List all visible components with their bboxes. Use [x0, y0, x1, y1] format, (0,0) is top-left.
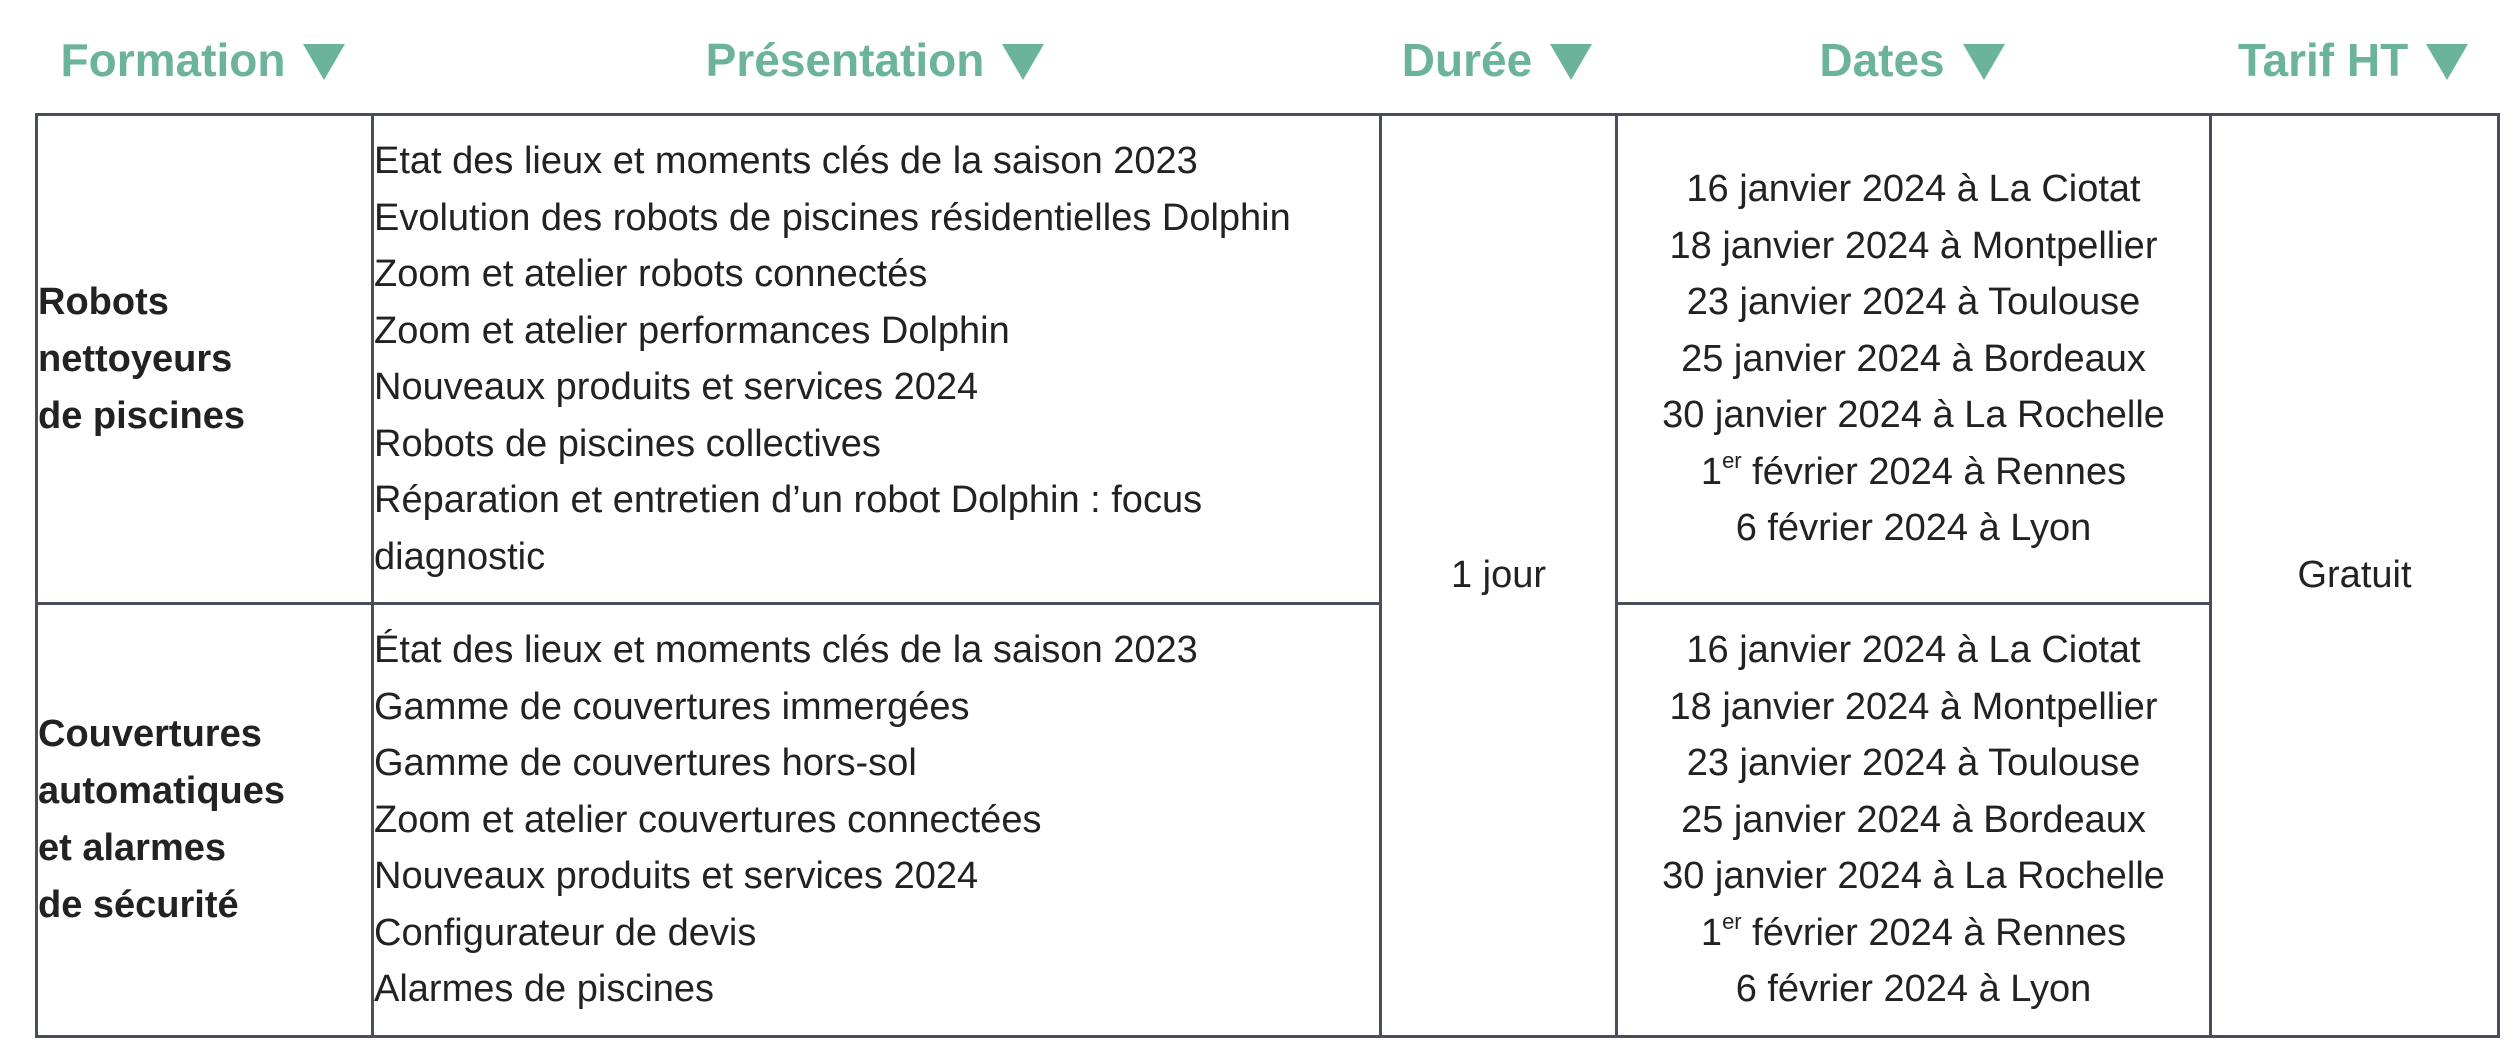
tarif-cell — [2211, 115, 2499, 1037]
training-table — [35, 113, 2500, 1038]
presentation-item: Zoom et atelier performances Dolphin — [374, 309, 1010, 352]
formation-line: nettoyeurs — [38, 337, 233, 380]
presentation-item: Nouveaux produits et services 2024 — [374, 855, 979, 898]
table-row — [37, 604, 2499, 1037]
date-ordinal: er — [1722, 908, 1742, 934]
header-duree[interactable] — [1379, 18, 1615, 102]
presentation-item: Alarmes de piscines — [374, 968, 715, 1011]
header-presentation[interactable] — [371, 18, 1379, 102]
date-day: 1 — [1700, 911, 1723, 954]
header-formation-label: Formation — [60, 34, 286, 86]
presentation-item: État des lieux et moments clés de la saison 2023 — [374, 629, 1198, 672]
presentation-item: Gamme de couvertures immergées — [374, 685, 970, 728]
date-item: 6 février 2024 à Lyon — [1735, 968, 2092, 1011]
header-duree-label: Durée — [1401, 34, 1533, 86]
triangle-down-icon — [303, 44, 345, 80]
formation-line: et alarmes — [38, 827, 227, 869]
date-item: 30 janvier 2024 à La Rochelle — [1662, 394, 2165, 437]
formation-line: Couvertures — [38, 713, 262, 755]
table-row — [37, 115, 2499, 604]
presentation-item: Gamme de couvertures hors-sol — [374, 742, 917, 785]
column-headers — [0, 18, 2520, 102]
date-item: 25 janvier 2024 à Bordeaux — [1681, 798, 2146, 841]
dates-cell — [1617, 604, 2211, 1037]
date-day: 1 — [1700, 450, 1723, 493]
date-rest: février 2024 à Rennes — [1741, 911, 2127, 954]
presentation-item: Configurateur de devis — [374, 911, 757, 954]
date-item: 30 janvier 2024 à La Rochelle — [1662, 855, 2165, 898]
header-formation[interactable] — [35, 18, 371, 102]
presentation-item: Réparation et entretien d’un robot Dolphin : focus — [374, 479, 1203, 521]
triangle-down-icon — [2426, 44, 2468, 80]
formation-cell — [37, 115, 373, 604]
header-tarif-label: Tarif HT — [2237, 34, 2409, 86]
presentation-item: Nouveaux produits et services 2024 — [374, 366, 979, 408]
date-item: 23 janvier 2024 à Toulouse — [1686, 742, 2141, 785]
presentation-item: Zoom et atelier couvertures connectées — [374, 798, 1042, 841]
tarif-value: Gratuit — [2297, 554, 2412, 596]
presentation-item: Zoom et atelier robots connectés — [374, 253, 928, 295]
presentation-cell — [373, 115, 1381, 604]
date-item: 18 janvier 2024 à Montpellier — [1669, 224, 2158, 267]
date-item: 18 janvier 2024 à Montpellier — [1669, 685, 2158, 728]
date-item — [1618, 444, 2209, 501]
presentation-item: Robots de piscines collectives — [374, 422, 881, 465]
formation-cell — [37, 604, 373, 1037]
date-ordinal: er — [1722, 447, 1742, 473]
presentation-item: diagnostic — [374, 535, 546, 578]
triangle-down-icon — [1002, 44, 1044, 80]
header-dates[interactable] — [1615, 18, 2209, 102]
presentation-item: Evolution des robots de piscines résidentielles Dolphin — [374, 196, 1291, 239]
date-item: 23 janvier 2024 à Toulouse — [1686, 281, 2141, 324]
header-tarif[interactable] — [2209, 18, 2497, 102]
duree-value: 1 jour — [1450, 554, 1547, 596]
date-item — [1618, 905, 2209, 962]
triangle-down-icon — [1963, 44, 2005, 80]
formation-line: Robots — [38, 280, 169, 323]
formation-line: de piscines — [38, 394, 245, 437]
date-item: 25 janvier 2024 à Bordeaux — [1681, 337, 2146, 380]
date-rest: février 2024 à Rennes — [1741, 450, 2127, 493]
formation-line: automatiques — [38, 770, 286, 812]
date-item: 16 janvier 2024 à La Ciotat — [1686, 629, 2141, 672]
presentation-item: Etat des lieux et moments clés de la saison 2023 — [374, 140, 1198, 182]
formation-line: de sécurité — [38, 884, 239, 926]
duree-cell — [1381, 115, 1617, 1037]
dates-cell — [1617, 115, 2211, 604]
header-dates-label: Dates — [1819, 34, 1945, 86]
date-item: 6 février 2024 à Lyon — [1735, 507, 2092, 550]
triangle-down-icon — [1550, 44, 1592, 80]
presentation-cell — [373, 604, 1381, 1037]
date-item: 16 janvier 2024 à La Ciotat — [1686, 168, 2141, 211]
header-presentation-label: Présentation — [705, 34, 985, 86]
